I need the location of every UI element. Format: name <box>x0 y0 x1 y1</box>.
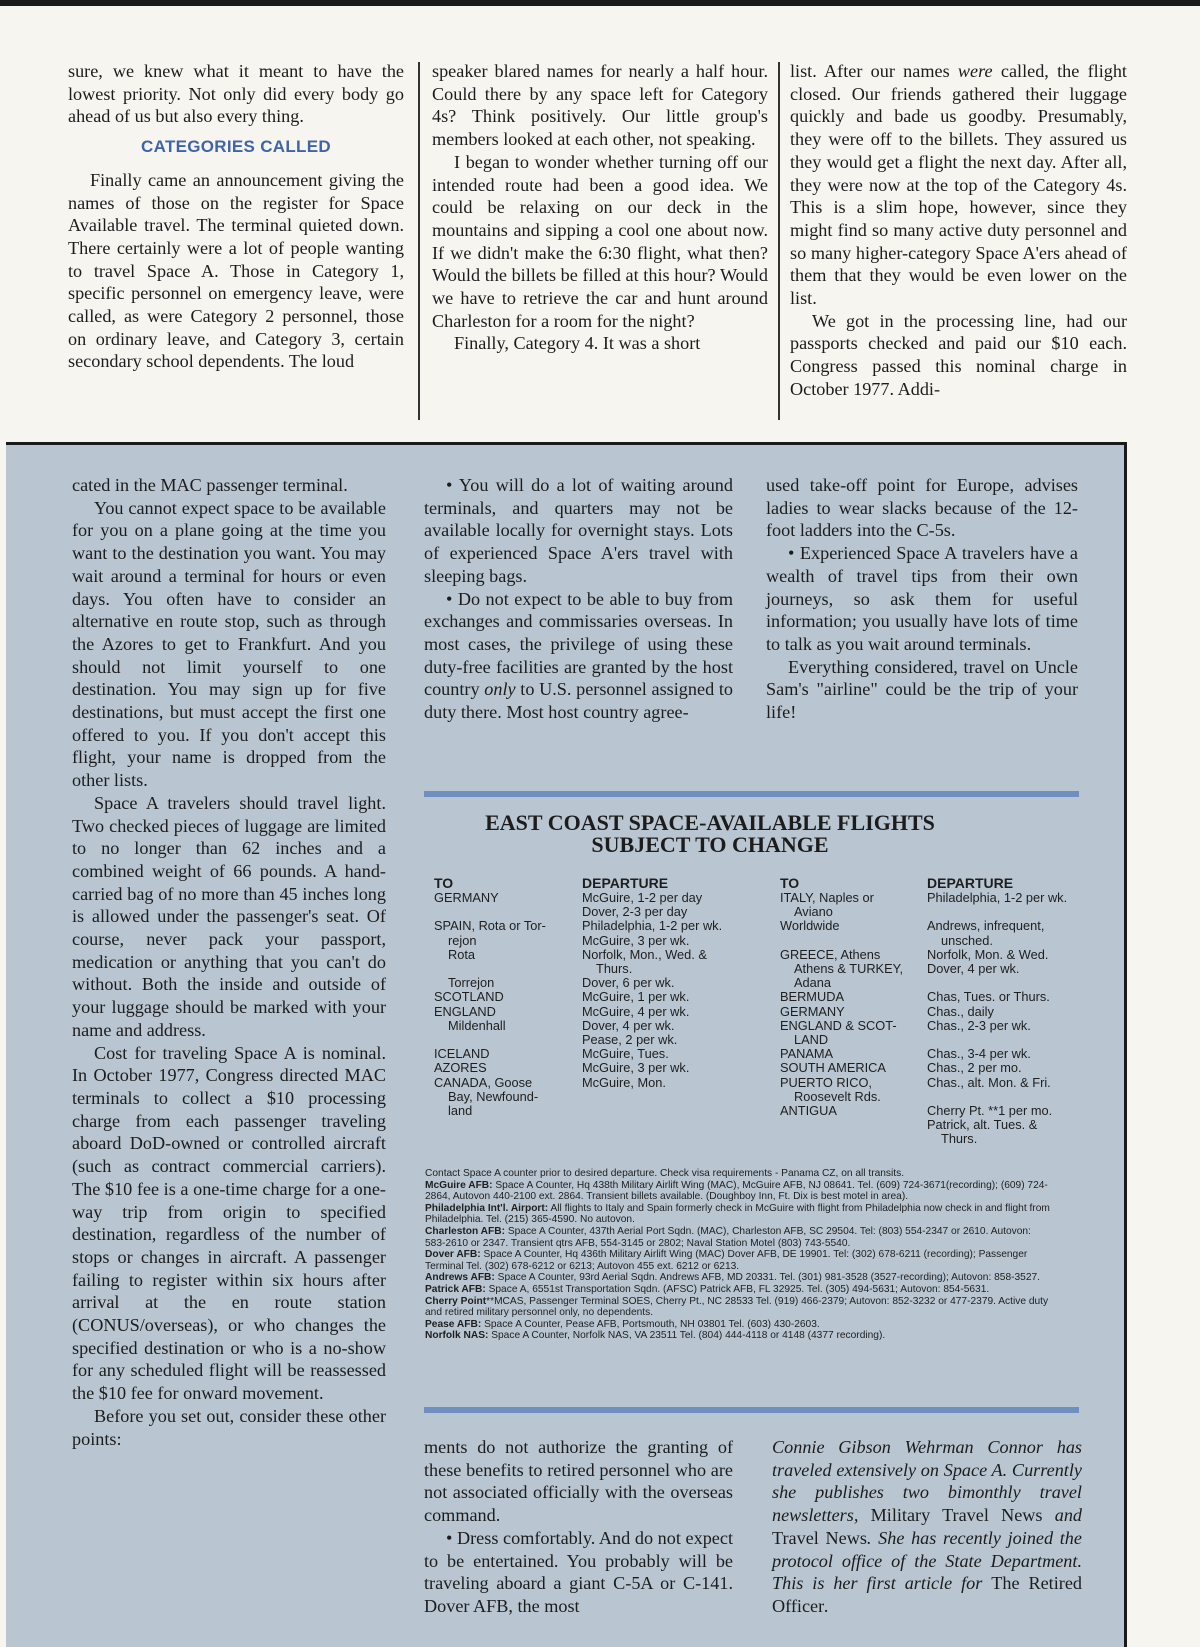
contact-entry <box>425 1272 1050 1284</box>
top-col2-paragraph-3: Finally, Category 4. It was a short <box>454 333 701 354</box>
departure-cell: Pease, 2 per wk. <box>582 1032 678 1048</box>
box-col3-paragraph-3: Everything considered, travel on Uncle Sam's "airline" could be the trip of your life! <box>766 656 1078 723</box>
contact-listing <box>425 1168 1050 1342</box>
departure-cell: McGuire, 3 per wk. <box>582 1060 690 1076</box>
destination-cell: ENGLAND <box>434 1003 496 1019</box>
destination-cell: ENGLAND & SCOT- <box>780 1017 897 1033</box>
destination-cell: PUERTO RICO, <box>780 1074 872 1090</box>
box-col1-paragraph-3: Space A travelers should travel light. Two checked pieces of luggage are limited to no longer than 62 inches and a combined weight of 66 pounds. A hand-carried bag of no more than 45 inches long is allowed under the passenger's seat. Of course, never pack your passport, medication or anything that you can't do without. Both the inside and outside of your luggage should be marked with your name and address. <box>72 792 386 1040</box>
text: list. After our names <box>790 61 958 81</box>
departure-cell: Chas., alt. Mon. & Fri. <box>927 1074 1051 1090</box>
top-col3-paragraph-2: We got in the processing line, had our passports checked and paid our $10 each. Congress passed this nominal charge in October 1977. Addi- <box>790 310 1127 399</box>
destination-cell: Mildenhall <box>448 1017 506 1033</box>
departure-cell: unsched. <box>941 932 993 948</box>
departure-cell: Dover, 4 per wk. <box>582 1017 675 1033</box>
top-column-1 <box>68 60 404 373</box>
contact-entry <box>425 1226 1050 1249</box>
top-col2-paragraph-1: speaker blared names for nearly a half hour. Could there by any space left for Category 4s? Think positively. Our little group's members looked at each other, not speaking. <box>432 61 768 150</box>
top-col1-paragraph-2: Finally came an announcement giving the names of those on the register for Space Available travel. The terminal quieted down. There certainly were a lot of people wanting to travel Space A. Those in Category 1, specific personnel on emergency leave, were called, as were Category 2 personnel, those on ordinary leave, and Category 3, certain secondary school dependents. The loud <box>68 169 404 372</box>
top-col1-paragraph-1 <box>68 60 404 128</box>
contact-entry <box>425 1168 1050 1180</box>
publication-name: Travel News <box>772 1527 867 1548</box>
destination-cell <box>780 934 928 948</box>
destination-cell: ANTIGUA <box>780 1103 837 1119</box>
contact-entry <box>425 1330 1050 1342</box>
destination-cell: rejon <box>448 932 477 948</box>
departure-cell <box>582 1104 772 1118</box>
contact-base-name: Norfolk NAS: <box>425 1330 489 1342</box>
top-col2-paragraph-2: I began to wonder whether turning off our intended route had been a good idea. We could be relaxing on our deck in the mountains and sipping a cool one about now. If we didn't make the 6:30 flight, what then? Would the billets be filled at this hour? Would we have to retrieve the car and hunt around Charleston for a room for the night? <box>432 151 768 331</box>
contact-details: Space A Counter, Pease AFB, Portsmouth, NH 03801 Tel. (603) 430-2603. <box>481 1318 820 1330</box>
page-top-rule <box>0 0 1200 6</box>
departure-cell: McGuire, Mon. <box>582 1074 666 1090</box>
contact-entry <box>425 1296 1050 1319</box>
departure-cell: McGuire, 1-2 per day <box>582 890 703 905</box>
table-header-departure: DEPARTURE <box>582 875 669 891</box>
table-left-to-column <box>434 876 582 1118</box>
text: . She has recently joined the protocol office of the State Department. This is her first article for <box>772 1527 1082 1594</box>
destination-cell: SPAIN, Rota or Tor- <box>434 918 546 934</box>
box-col2b-paragraph-1: ments do not authorize the granting of these benefits to retired personnel who are not associated officially with the overseas command. <box>424 1437 733 1526</box>
destination-cell: CANADA, Goose <box>434 1074 533 1090</box>
departure-cell: Dover, 2-3 per day <box>582 904 688 920</box>
contact-entry <box>425 1319 1050 1331</box>
emphasis: were <box>957 61 993 81</box>
box-column-2-continued <box>424 1436 733 1618</box>
departure-cell: McGuire, 3 per wk. <box>582 932 690 948</box>
text: and <box>1042 1505 1082 1526</box>
table-right-to-column <box>780 876 928 1118</box>
contact-base-name: Charleston AFB: <box>425 1225 505 1237</box>
destination-cell: LAND <box>794 1032 829 1048</box>
contact-base-name: Pease AFB: <box>425 1318 482 1330</box>
destination-cell: GREECE, Athens <box>780 946 881 962</box>
box-col1-paragraph-5: Before you set out, consider these other points: <box>72 1405 386 1449</box>
departure-cell: Thurs. <box>941 1131 978 1147</box>
contact-entry <box>425 1180 1050 1203</box>
destination-cell: Rota <box>448 946 476 962</box>
departure-cell: Thurs. <box>596 961 633 977</box>
text: • Do not expect to be able to buy from exchanges and commissaries overseas. In most cases, the privilege of using these duty-free facilities are granted by the host country <box>424 588 733 700</box>
contact-details: Contact Space A counter prior to desired departure. Check visa requirements - Panama CZ, on all transits. <box>425 1168 905 1179</box>
destination-cell: ICELAND <box>434 1046 490 1062</box>
box-col1-paragraph-2: You cannot expect space to be available for you on a plane going at the time you want to the destination you want. You may wait around a terminal for hours or even days. You often have to consider an alternative en route stop, such as through the Azores to get to Frankfurt. And you should not limit yourself to one destination. You may sign up for five destinations, but must accept the first one offered to you. If you don't accept this flight, your name is dropped from the other lists. <box>72 497 386 791</box>
box-col1-paragraph-1: cated in the MAC passenger terminal. <box>72 475 348 495</box>
destination-cell: GERMANY <box>434 890 499 905</box>
contact-details: Space A Counter, Norfolk NAS, VA 23511 Tel. (804) 444-4118 or 4148 (4377 recording). <box>488 1330 886 1342</box>
contact-details: **MCAS, Passenger Terminal SOES, Cherry Pt., NC 28533 Tel. (919) 466-2379; Autovon: 852-3232 or 477-2379. Active duty and retired military personnel only, no dependents. <box>425 1295 1049 1319</box>
contact-details: Space A, 6551st Transportation Sqdn. (AFSC) Patrick AFB, FL 32925. Tel. (305) 494-5631; Autovon: 854-5631. <box>485 1283 990 1295</box>
contact-base-name: McGuire AFB: <box>425 1179 493 1191</box>
departure-cell: McGuire, 1 per wk. <box>582 989 690 1005</box>
contact-base-name: Cherry Point <box>425 1295 487 1307</box>
box-column-3 <box>766 474 1078 724</box>
table-title-line-1: EAST COAST SPACE-AVAILABLE FLIGHTS <box>485 810 935 835</box>
departure-cell: Chas., 2 per mo. <box>927 1060 1022 1076</box>
destination-cell: Athens & TURKEY, <box>794 961 904 977</box>
destination-cell: AZORES <box>434 1060 487 1076</box>
text: to U.S. personnel assigned to duty there. Most host country agree- <box>424 679 733 723</box>
destination-cell <box>434 962 582 976</box>
publication-name: The Retired Officer <box>772 1573 1082 1616</box>
text: Connie Gibson Wehrman Connor has traveled extensively on Space A. Currently she publishes two bimonthly travel newsletters, <box>772 1437 1082 1526</box>
destination-cell: PANAMA <box>780 1046 834 1062</box>
box-col3-paragraph-1: used take-off point for Europe, advises ladies to wear slacks because of the 12-foot ladders into the C-5s. <box>766 475 1078 541</box>
departure-cell: Dover, 6 per wk. <box>582 975 675 991</box>
column-divider <box>778 62 780 420</box>
departure-cell: Chas, Tues. or Thurs. <box>927 989 1050 1005</box>
departure-cell: McGuire, Tues. <box>582 1046 669 1062</box>
contact-details: All flights to Italy and Spain formerly check in McGuire with flight from Philadelphia now check in and flight from Philadelphia. Tel. (215) 365-4590. No autovon. <box>425 1202 1050 1226</box>
departure-cell: Norfolk, Mon., Wed. & <box>582 946 707 962</box>
top-col3-paragraph-1 <box>790 60 1127 310</box>
destination-cell <box>434 1033 582 1047</box>
contact-details: Space A Counter, 93rd Aerial Sqdn. Andrews AFB, MD 20331. Tel. (301) 981-3528 (3527-recording); Autovon: 858-3527. <box>494 1272 1040 1284</box>
contact-details: Space A Counter, 437th Aerial Port Sqdn. (MAC), Charleston AFB, SC 29504. Tel: (803) 554-2347 or 2610. Autovon: 583-2610 or 2347. Transient qtrs AFB, 554-3145 or 2802; Naval Station Motel (803) 743-5540. <box>425 1225 1031 1249</box>
destination-cell: SCOTLAND <box>434 989 504 1005</box>
top-column-3 <box>790 60 1127 401</box>
contact-details: Space A Counter, Hq 436th Military Airlift Wing (MAC) Dover AFB, DE 19901. Tel: (302) 678-6211 (recording); Passenger Terminal Tel. (302) 678-6212 or 6213; Autovon 455 ext. 6212 or 6213. <box>425 1249 1028 1272</box>
contact-base-name: Dover AFB: <box>425 1249 481 1261</box>
column-divider <box>418 62 420 420</box>
table-header-to: TO <box>434 875 454 891</box>
departure-cell <box>927 1090 1097 1104</box>
departure-cell <box>582 1090 772 1104</box>
departure-cell: Chas., 3-4 per wk. <box>927 1046 1031 1062</box>
departure-cell <box>927 976 1097 990</box>
table-title-line-2: SUBJECT TO CHANGE <box>591 832 829 857</box>
table-header-to: TO <box>780 875 800 891</box>
text: sure, we knew what it meant to have the lowest priority. Not only did every body go ahead of us but also every thing. <box>68 61 404 127</box>
departure-cell <box>927 1033 1097 1047</box>
departure-cell: Dover, 4 per wk. <box>927 961 1020 977</box>
destination-cell: Roosevelt Rds. <box>794 1088 881 1104</box>
contact-base-name: Patrick AFB: <box>425 1283 486 1295</box>
departure-cell: Cherry Pt. **1 per mo. <box>927 1103 1053 1119</box>
departure-cell: Chas., daily <box>927 1003 994 1019</box>
destination-cell: Torrejon <box>448 975 495 991</box>
publication-name: Military Travel News <box>870 1505 1043 1526</box>
table-right-departure-column <box>927 876 1097 1147</box>
box-col2-paragraph-1: • You will do a lot of waiting around terminals, and quarters may not be available locally for overnight stays. Lots of experienced Space A'ers travel with sleeping bags. <box>424 475 733 586</box>
destination-cell <box>434 905 582 919</box>
author-bio <box>772 1436 1082 1618</box>
contact-details: Space A Counter, Hq 438th Military Airlift Wing (MAC), McGuire AFB, NJ 08641. Tel. (609) 724-3671(recording); (609) 724-2864, Autovon 440-2100 ext. 2864. Transient billets available. (Doughboy Inn, Ft. Dix is best motel in area). <box>425 1179 1048 1203</box>
destination-cell: SOUTH AMERICA <box>780 1060 886 1076</box>
departure-cell: Andrews, infrequent, <box>927 918 1045 934</box>
destination-cell: Bay, Newfound- <box>448 1088 539 1104</box>
box-column-2 <box>424 474 733 724</box>
contact-entry <box>425 1203 1050 1226</box>
departure-cell: Philadelphia, 1-2 per wk. <box>927 890 1068 905</box>
departure-cell <box>927 905 1097 919</box>
top-column-2 <box>432 60 768 355</box>
destination-cell: BERMUDA <box>780 989 844 1005</box>
text: called, the flight closed. Our friends gathered their luggage quickly and bade us goodby. Presumably, they were off to the billets. They assured us they would get a flight the next day. After all, they were now at the top of the Category 4s. This is a slim hope, however, since they might find so many active duty personnel and so many higher-category Space A'ers ahead of them that they would be even lower on the list. <box>790 61 1127 309</box>
destination-cell: GERMANY <box>780 1003 845 1019</box>
contact-base-name: Andrews AFB: <box>425 1272 495 1284</box>
departure-cell: McGuire, 4 per wk. <box>582 1003 690 1019</box>
box-col1-paragraph-4: Cost for traveling Space A is nominal. In October 1977, Congress directed MAC terminals to collect a $10 processing charge from each passenger traveling aboard DoD-owned or controlled aircraft (such as contract commercial carriers). The $10 fee is a one-time charge for a one-way trip from origin to specified destination, regardless of the number of stops or changes in aircraft. A passenger failing to register within six hours after arrival at the en route station (CONUS/overseas), or who changes the specified destination or who is a no-show for any scheduled flight will be reassessed the $10 fee for onward movement. <box>72 1042 386 1404</box>
box-col2-paragraph-2 <box>424 588 733 724</box>
destination-cell: ITALY, Naples or <box>780 890 874 905</box>
departure-cell: Norfolk, Mon. & Wed. <box>927 946 1049 962</box>
departure-cell: Patrick, alt. Tues. & <box>927 1117 1038 1133</box>
table-left-departure-column <box>582 876 772 1118</box>
text: . <box>824 1595 829 1616</box>
table-header-departure: DEPARTURE <box>927 875 1014 891</box>
contact-base-name: Philadelphia Int'l. Airport: <box>425 1202 549 1214</box>
destination-cell: Adana <box>794 975 832 991</box>
box-col3-paragraph-2: • Experienced Space A travelers have a wealth of travel tips from their own journeys, so ask them for useful information; you usually have lots of time to talk as you wait around terminals. <box>766 543 1078 654</box>
destination-cell: Worldwide <box>780 918 840 934</box>
destination-cell: Aviano <box>794 904 833 920</box>
author-bio-text <box>772 1436 1082 1618</box>
contact-entry <box>425 1284 1050 1296</box>
contact-entry <box>425 1249 1050 1272</box>
table-top-bar <box>424 791 1079 797</box>
box-col2b-paragraph-2: • Dress comfortably. And do not expect to be entertained. You probably will be traveling aboard a giant C-5A or C-141. Dover AFB, the most <box>424 1527 733 1616</box>
table-bottom-bar <box>424 1407 1079 1413</box>
departure-cell: Philadelphia, 1-2 per wk. <box>582 918 723 934</box>
box-column-1 <box>72 474 386 1450</box>
emphasis: only <box>484 679 516 700</box>
subheading-categories-called: CATEGORIES CALLED <box>141 137 331 157</box>
table-title <box>420 812 1000 856</box>
departure-cell: Chas., 2-3 per wk. <box>927 1017 1031 1033</box>
destination-cell: land <box>448 1103 473 1119</box>
